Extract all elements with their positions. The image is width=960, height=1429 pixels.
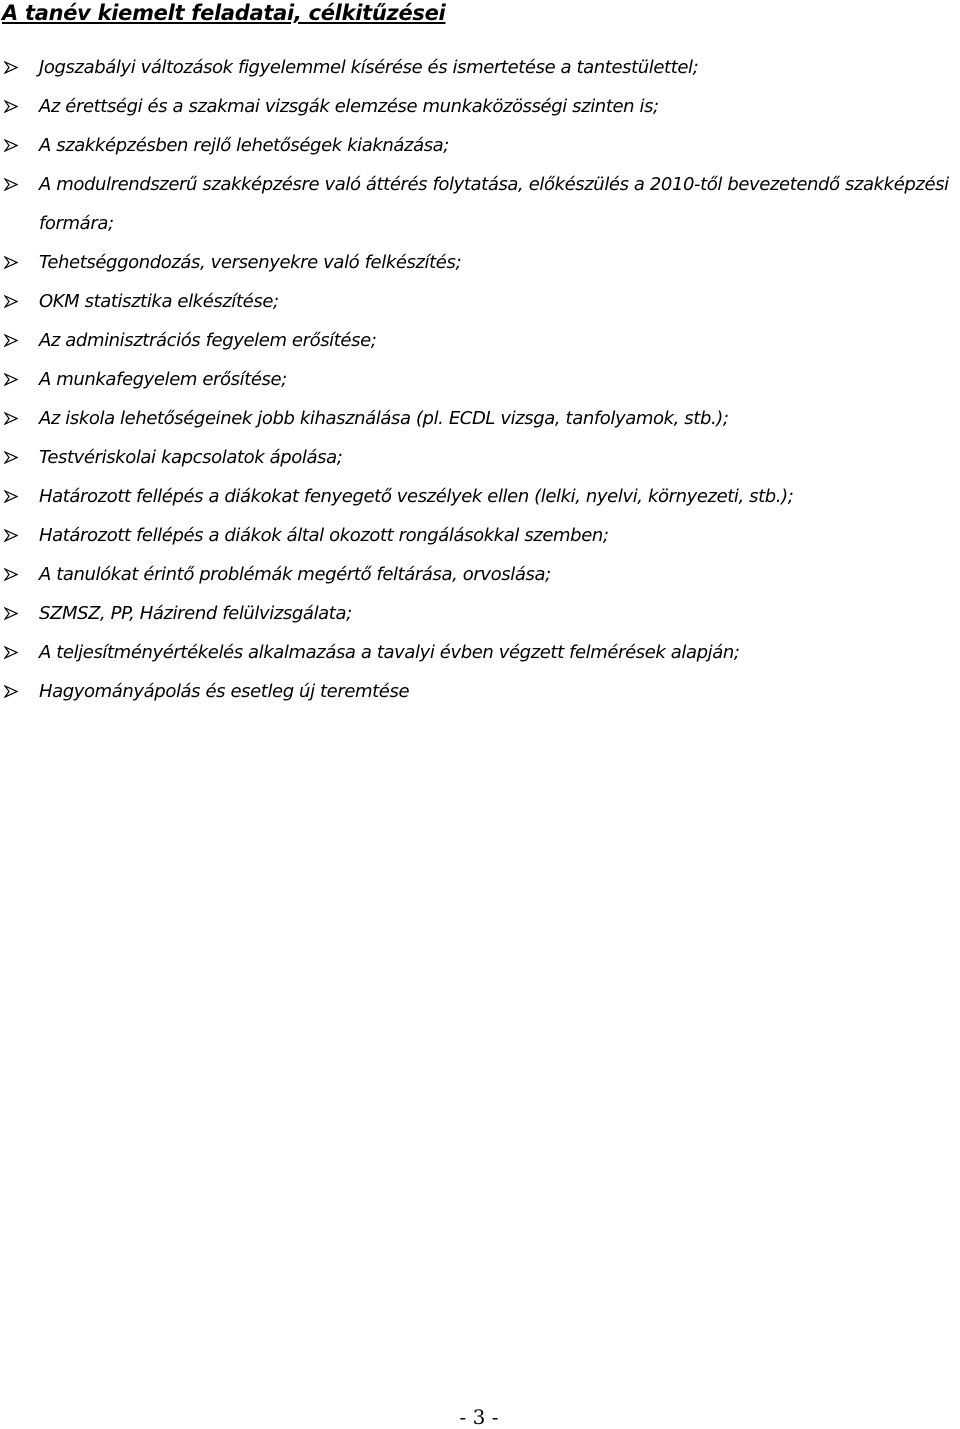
- list-item-text: Határozott fellépés a diákokat fenyegető veszélyek ellen (lelki, nyelvi, környezeti, stb.);: [39, 486, 794, 507]
- arrowhead-bullet-icon: [4, 139, 18, 152]
- list-item-text: OKM statisztika elkészítése;: [39, 291, 279, 312]
- list-item: [0, 289, 960, 314]
- list-item-text: Az iskola lehetőségeinek jobb kihasználása (pl. ECDL vizsga, tanfolyamok, stb.);: [39, 408, 729, 429]
- list-item: [0, 55, 960, 80]
- list-item: [0, 250, 960, 275]
- list-item: [0, 328, 960, 353]
- list-item: [0, 445, 960, 470]
- arrowhead-bullet-icon: [4, 451, 18, 464]
- arrowhead-bullet-icon: [4, 685, 18, 698]
- list-item-text: Jogszabályi változások figyelemmel kísérése és ismertetése a tantestülettel;: [39, 57, 699, 78]
- list-item-text: SZMSZ, PP, Házirend felülvizsgálata;: [39, 603, 352, 624]
- list-item-text: Határozott fellépés a diákok által okozott rongálásokkal szemben;: [39, 525, 609, 546]
- list-item-text: A munkafegyelem erősítése;: [39, 369, 287, 390]
- list-item-text: A tanulókat érintő problémák megértő feltárása, orvoslása;: [39, 564, 551, 585]
- list-item-text: Az érettségi és a szakmai vizsgák elemzése munkaközösségi szinten is;: [39, 96, 659, 117]
- list-item: [0, 640, 960, 665]
- list-item-text: A szakképzésben rejlő lehetőségek kiaknázása;: [39, 135, 449, 156]
- arrowhead-bullet-icon: [4, 373, 18, 386]
- arrowhead-bullet-icon: [4, 568, 18, 581]
- list-item: [0, 406, 960, 431]
- page-number: [0, 1405, 960, 1429]
- list-item: [0, 601, 960, 626]
- arrowhead-bullet-icon: [4, 607, 18, 620]
- list-item: [0, 367, 960, 392]
- list-item: [0, 165, 960, 243]
- arrowhead-bullet-icon: [4, 490, 18, 503]
- page-number-text: - 3 -: [459, 1405, 499, 1429]
- task-list: [0, 55, 960, 718]
- list-item: [0, 679, 960, 704]
- arrowhead-bullet-icon: [4, 295, 18, 308]
- list-item-text: Testvériskolai kapcsolatok ápolása;: [39, 447, 343, 468]
- arrowhead-bullet-icon: [4, 646, 18, 659]
- arrowhead-bullet-icon: [4, 529, 18, 542]
- list-item-text: Tehetséggondozás, versenyekre való felkészítés;: [39, 252, 462, 273]
- arrowhead-bullet-icon: [4, 100, 18, 113]
- arrowhead-bullet-icon: [4, 412, 18, 425]
- arrowhead-bullet-icon: [4, 178, 18, 191]
- arrowhead-bullet-icon: [4, 61, 18, 74]
- list-item: [0, 484, 960, 509]
- list-item: [0, 562, 960, 587]
- list-item: [0, 133, 960, 158]
- list-item-text: A modulrendszerű szakképzésre való áttérés folytatása, előkészülés a 2010-től bevezetendő szakképzési formára;: [39, 174, 949, 234]
- page-title: A tanév kiemelt feladatai, célkitűzései: [2, 1, 446, 25]
- arrowhead-bullet-icon: [4, 256, 18, 269]
- list-item-text: Az adminisztrációs fegyelem erősítése;: [39, 330, 377, 351]
- list-item: [0, 94, 960, 119]
- arrowhead-bullet-icon: [4, 334, 18, 347]
- list-item: [0, 523, 960, 548]
- list-item-text: A teljesítményértékelés alkalmazása a tavalyi évben végzett felmérések alapján;: [39, 642, 740, 663]
- list-item-text: Hagyományápolás és esetleg új teremtése: [39, 681, 410, 702]
